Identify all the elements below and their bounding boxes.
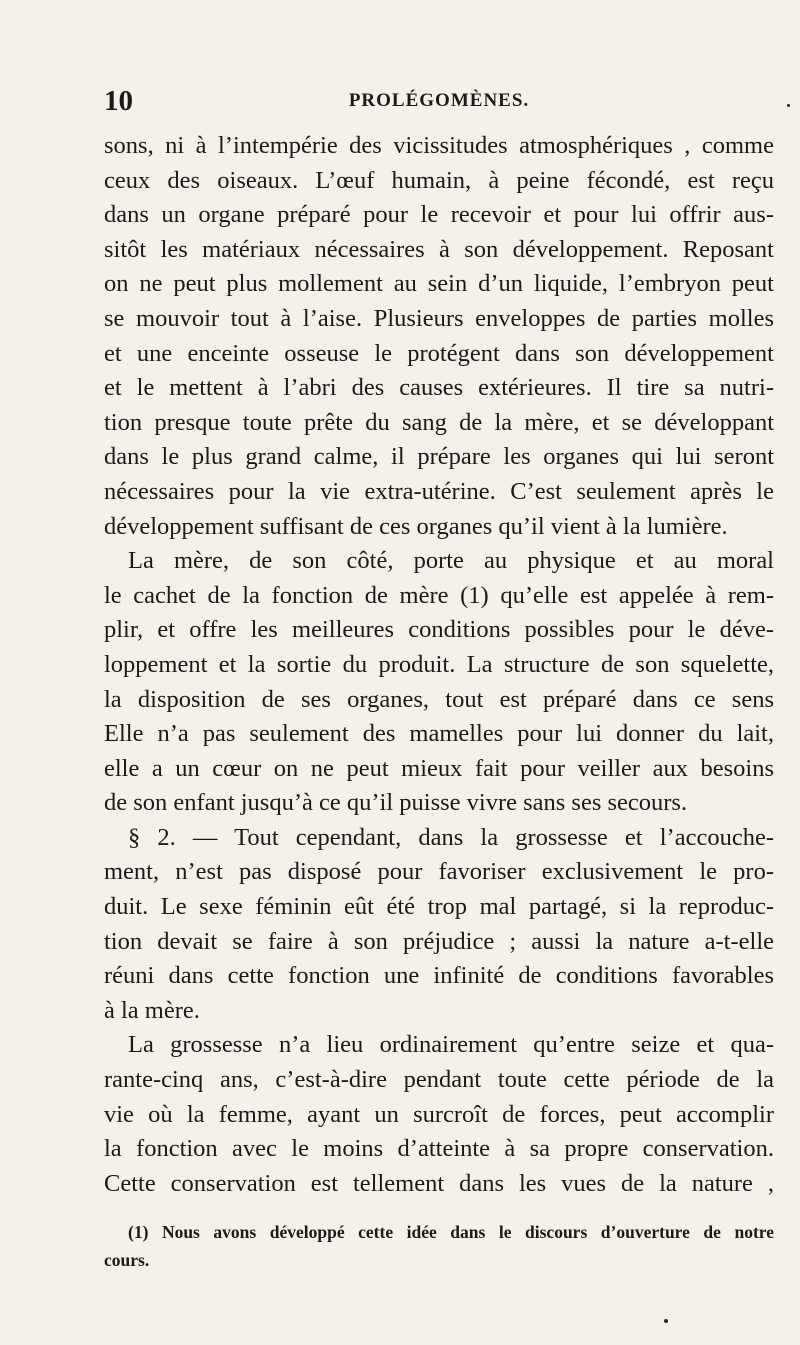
text-line: ceux des oiseaux. L’œuf humain, à peine fécondé, est reçu bbox=[104, 166, 774, 194]
text-line: duit. Le sexe féminin eût été trop mal partagé, si la reproduc- bbox=[104, 893, 774, 921]
paper-speck bbox=[664, 1319, 668, 1323]
text-line: Elle n’a pas seulement des mamelles pour lui donner du lait, bbox=[104, 720, 774, 748]
text-line: plir, et offre les meilleures conditions possibles pour le déve- bbox=[104, 616, 774, 644]
body-text bbox=[104, 129, 774, 1201]
text-line: se mouvoir tout à l’aise. Plusieurs enveloppes de parties molles bbox=[104, 304, 774, 332]
paper-speck bbox=[787, 104, 790, 107]
paragraph-start-line: La mère, de son côté, porte au physique et au moral bbox=[128, 547, 774, 575]
text-line: réuni dans cette fonction une infinité de conditions favorables bbox=[104, 962, 774, 990]
text-line: ment, n’est pas disposé pour favoriser exclusivement le pro- bbox=[104, 858, 774, 886]
text-line: la disposition de ses organes, tout est préparé dans ce sens bbox=[104, 685, 774, 713]
text-line: tion devait se faire à son préjudice ; aussi la nature a-t-elle bbox=[104, 927, 774, 955]
text-line: sitôt les matériaux nécessaires à son développement. Reposant bbox=[104, 235, 774, 263]
text-line: dans un organe préparé pour le recevoir et pour lui offrir aus- bbox=[104, 201, 774, 229]
text-line: Cette conservation est tellement dans les vues de la nature , bbox=[104, 1169, 774, 1197]
text-line: et le mettent à l’abri des causes extérieures. Il tire sa nutri- bbox=[104, 374, 774, 402]
text-line: dans le plus grand calme, il prépare les organes qui lui seront bbox=[104, 443, 774, 471]
footnote-line: (1) Nous avons développé cette idée dans le discours d’ouverture de notre bbox=[128, 1222, 774, 1242]
text-line: le cachet de la fonction de mère (1) qu’elle est appelée à rem- bbox=[104, 581, 774, 609]
page-header bbox=[104, 84, 774, 118]
text-line: de son enfant jusqu’à ce qu’il puisse vivre sans ses secours. bbox=[104, 789, 688, 817]
text-line: loppement et la sortie du produit. La structure de son squelette, bbox=[104, 650, 774, 678]
section-heading-line: § 2. — Tout cependant, dans la grossesse et l’accouche- bbox=[128, 823, 774, 851]
paragraph-start-line: La grossesse n’a lieu ordinairement qu’entre seize et qua- bbox=[128, 1031, 774, 1059]
text-line: tion presque toute prête du sang de la mère, et se développant bbox=[104, 408, 774, 436]
text-line: développement suffisant de ces organes qu’il vient à la lumière. bbox=[104, 512, 728, 540]
footnote bbox=[104, 1218, 774, 1274]
footnote-line: cours. bbox=[104, 1250, 150, 1270]
text-line: nécessaires pour la vie extra-utérine. C’est seulement après le bbox=[104, 477, 774, 505]
running-title: PROLÉGOMÈNES. bbox=[348, 90, 530, 111]
text-line: rante-cinq ans, c’est-à-dire pendant toute cette période de la bbox=[104, 1066, 774, 1094]
text-line: sons, ni à l’intempérie des vicissitudes atmosphériques , comme bbox=[104, 132, 774, 159]
text-line: elle a un cœur on ne peut mieux fait pour veiller aux besoins bbox=[104, 754, 774, 782]
page-number: 10 bbox=[104, 85, 133, 117]
text-line: à la mère. bbox=[104, 996, 200, 1024]
text-line: vie où la femme, ayant un surcroît de forces, peut accomplir bbox=[104, 1100, 774, 1128]
text-line: la fonction avec le moins d’atteinte à sa propre conservation. bbox=[104, 1135, 774, 1163]
text-line: et une enceinte osseuse le protégent dans son développement bbox=[104, 339, 774, 367]
text-line: on ne peut plus mollement au sein d’un liquide, l’embryon peut bbox=[104, 270, 774, 298]
